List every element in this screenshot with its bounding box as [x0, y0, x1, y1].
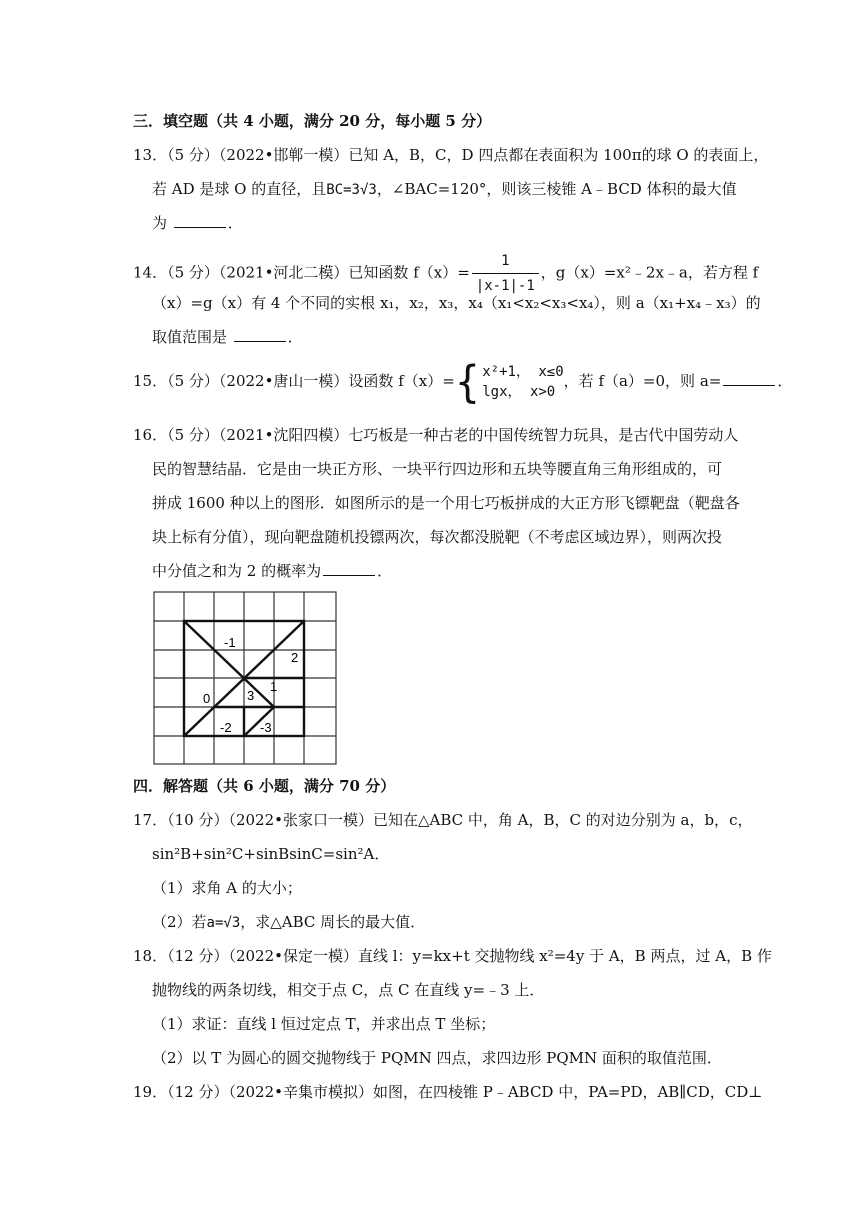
section-4-heading: 四．解答题（共 6 小题，满分 70 分） — [133, 777, 396, 795]
q16-answer-blank — [323, 561, 375, 576]
q16-line-1: 16．（5 分）（2021•沈阳四模）七巧板是一种古老的中国传统智力玩具，是古代中国劳动人 — [133, 426, 739, 444]
q17-line-1: 17．（10 分）（2022•张家口一模）已知在△ABC 中，角 A，B，C 的对边分别为 a，b，c， — [133, 811, 753, 829]
q14-answer-blank — [234, 327, 286, 342]
q18-line-1: 18．（12 分）（2022•保定一模）直线 l：y=kx+t 交抛物线 x²=4y 于 A，B 两点，过 A，B 作 — [133, 947, 772, 965]
q18-line-2: 抛物线的两条切线，相交于点 C，点 C 在直线 y=﹣3 上． — [152, 981, 545, 999]
q13-line-3 — [152, 212, 243, 234]
q16-line-2: 民的智慧结晶．它是由一块正方形、一块平行四边形和五块等腰直角三角形组成的，可 — [152, 460, 723, 478]
q17-line-2: sin²B+sin²C+sinBsinC=sin²A． — [152, 845, 390, 863]
q13-answer-blank — [174, 213, 226, 228]
q14-line-3 — [152, 326, 303, 348]
q15-period: ． — [777, 372, 793, 390]
q15-piecewise — [454, 356, 564, 408]
q13-line-2 — [152, 178, 737, 201]
q14-line-2: （x）=g（x）有 4 个不同的实根 x₁，x₂，x₃，x₄（x₁<x₂<x₃<x₄），则 a（x₁+x₄﹣x₃）的 — [152, 294, 761, 312]
tangram-label-0: 0 — [203, 691, 211, 706]
q13-line-1: 13．（5 分）（2022•邯郸一模）已知 A，B，C，D 四点都在表面积为 100π的球 O 的表面上， — [133, 146, 769, 164]
section-3-heading: 三．填空题（共 4 小题，满分 20 分，每小题 5 分） — [133, 112, 492, 130]
q15-text-b: ，若 f（a）=0，则 a= — [563, 372, 722, 390]
q18-line-3: （1）求证：直线 l 恒过定点 T，并求出点 T 坐标； — [152, 1015, 496, 1033]
q13-text-a: 若 AD 是球 O 的直径，且 — [152, 180, 327, 198]
q15-case-2: lgx， x>0 — [482, 384, 556, 400]
tangram-label-minus3: -3 — [260, 720, 272, 735]
q15-text-a: 15．（5 分）（2022•唐山一模）设函数 f（x）= — [133, 372, 455, 390]
q14-line-1 — [133, 250, 758, 297]
q15-case-1: x²+1， x≤0 — [482, 364, 564, 380]
tangram-dartboard-figure — [152, 590, 338, 766]
tangram-label-minus1: -1 — [224, 635, 236, 650]
q13-bc-formula: BC=3√3 — [326, 182, 377, 198]
brace-glyph: { — [454, 356, 481, 408]
q17-text-4c: ，求△ABC 周长的最大值． — [240, 913, 426, 931]
q16-line-5 — [152, 560, 392, 582]
q15-line — [133, 356, 793, 408]
q17-line-4 — [152, 911, 425, 934]
tangram-label-1: 1 — [270, 679, 278, 694]
q13-text-c: ，∠BAC=120°，则该三棱锥 A﹣BCD 体积的最大值 — [376, 180, 737, 198]
tangram-label-3: 3 — [247, 688, 255, 703]
q19-line-1: 19．（12 分）（2022•辛集市模拟）如图，在四棱锥 P﹣ABCD 中，PA=PD，AB∥CD，CD⊥ — [133, 1083, 763, 1101]
tangram-label-minus2: -2 — [220, 720, 232, 735]
q16-line-3: 拼成 1600 种以上的图形．如图所示的是一个用七巧板拼成的大正方形飞镖靶盘（靶盘各 — [152, 494, 740, 512]
q13-text-3: 为 — [152, 214, 168, 232]
q18-line-4: （2）以 T 为圆心的圆交抛物线于 PQMN 四点，求四边形 PQMN 面积的取值范围． — [152, 1049, 722, 1067]
q13-period: ． — [227, 214, 243, 232]
q17-a-formula: a=√3 — [206, 915, 241, 931]
q14-text-b: ，g（x）=x²﹣2x﹣a，若方程 f — [540, 263, 759, 282]
q14-denominator: |x-1|-1 — [472, 273, 539, 297]
q16-period: ． — [377, 562, 393, 580]
q14-period: ． — [287, 328, 303, 346]
q14-text-3: 取值范围是 — [152, 328, 228, 346]
q14-fraction — [472, 250, 539, 297]
q14-numerator: 1 — [501, 253, 510, 269]
q17-text-4a: （2）若 — [152, 913, 207, 931]
q16-line-4: 块上标有分值），现向靶盘随机投镖两次，每次都没脱靶（不考虑区域边界），则两次投 — [152, 528, 723, 546]
q15-answer-blank — [723, 371, 775, 386]
q16-text-5: 中分值之和为 2 的概率为 — [152, 562, 322, 580]
q17-line-3: （1）求角 A 的大小； — [152, 879, 302, 897]
tangram-label-2: 2 — [291, 650, 299, 665]
q14-text-a: 14．（5 分）（2021•河北二模）已知函数 f（x）= — [133, 263, 470, 282]
